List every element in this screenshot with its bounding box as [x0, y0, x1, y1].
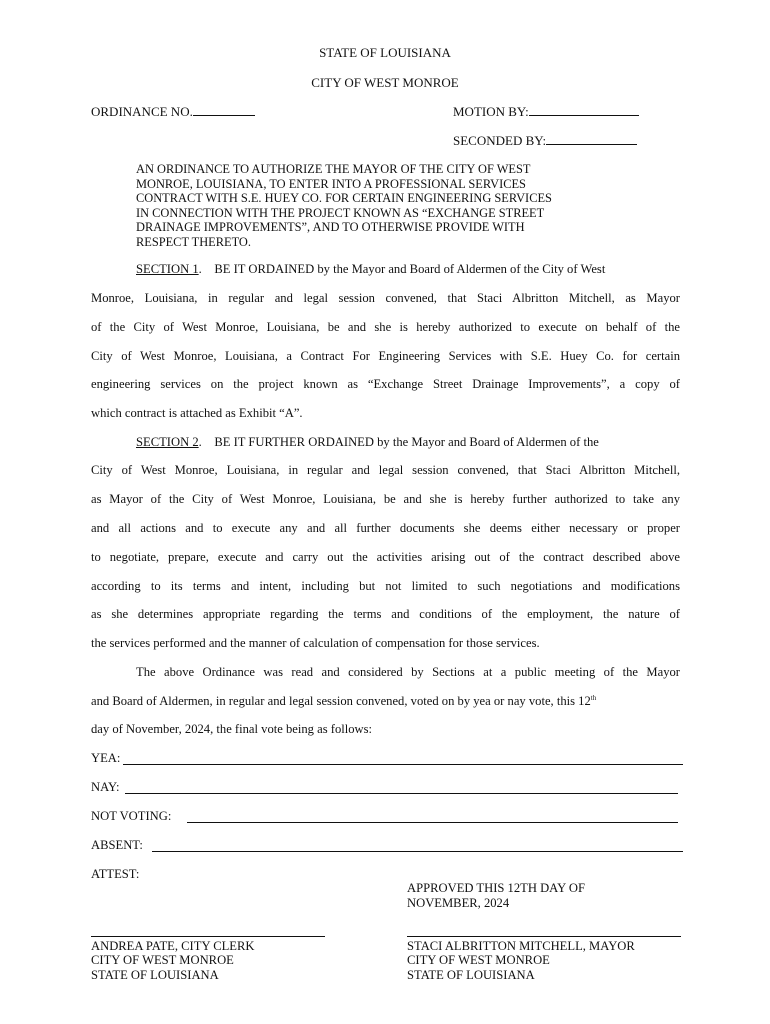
- section2-line: and all actions and to execute any and all further documents she deems either necessary or proper: [91, 521, 680, 535]
- title-line: AN ORDINANCE TO AUTHORIZE THE MAYOR OF THE CITY OF WEST: [136, 162, 531, 176]
- section1-first-line-text: BE IT ORDAINED by the Mayor and Board of Aldermen of the City of West: [214, 262, 606, 276]
- motion-by-blank: [529, 114, 639, 116]
- closing-line-text: and Board of Aldermen, in regular and legal session convened, voted on by yea or nay vote, this 12: [91, 694, 591, 708]
- section2-first-line: SECTION 2. BE IT FURTHER ORDAINED by the Mayor and Board of Aldermen of the: [136, 435, 599, 449]
- ordinal-suffix: th: [590, 693, 597, 702]
- closing-line: day of November, 2024, the final vote being as follows:: [91, 722, 373, 736]
- section2-last-line: the services performed and the manner of calculation of compensation for those services.: [91, 636, 540, 650]
- nay-blank: [125, 793, 678, 794]
- section1-line: engineering services on the project known as “Exchange Street Drainage Improvements”, a copy of: [91, 377, 680, 391]
- mayor-state: STATE OF LOUISIANA: [407, 967, 535, 982]
- title-line: IN CONNECTION WITH THE PROJECT KNOWN AS “EXCHANGE STREET: [136, 205, 545, 220]
- seconded-by-field: [453, 133, 637, 149]
- section2-first-line-text: BE IT FURTHER ORDAINED by the Mayor and Board of Aldermen of the: [214, 435, 599, 449]
- section2-heading: SECTION 2: [136, 435, 199, 449]
- attest-label: ATTEST:: [91, 867, 140, 881]
- clerk-signature-line: [91, 936, 325, 937]
- section1-line: City of West Monroe, Louisiana, a Contract For Engineering Services with S.E. Huey Co. for certain: [91, 349, 680, 363]
- clerk-state: STATE OF LOUISIANA: [91, 967, 219, 982]
- title-line: DRAINAGE IMPROVEMENTS”, AND TO OTHERWISE PROVIDE WITH: [136, 220, 525, 235]
- section1-line: Monroe, Louisiana, in regular and legal session convened, that Staci Albritton Mitchell, as Mayor: [91, 291, 680, 305]
- clerk-signature-block: [91, 939, 255, 982]
- ordinance-title: [136, 162, 633, 250]
- ordinance-no-label: ORDINANCE NO.: [91, 104, 193, 119]
- section1-heading: SECTION 1: [136, 262, 199, 276]
- section2-line: City of West Monroe, Louisiana, in regular and legal session convened, that Staci Albritton Mitchell,: [91, 463, 680, 477]
- motion-by-label: MOTION BY:: [453, 104, 529, 119]
- closing-line-date: [91, 694, 680, 709]
- title-line: MONROE, LOUISIANA, TO ENTER INTO A PROFESSIONAL SERVICES: [136, 176, 526, 191]
- absent-blank: [152, 851, 683, 852]
- nay-label: NAY:: [91, 780, 120, 794]
- clerk-city: CITY OF WEST MONROE: [91, 953, 234, 968]
- yea-label: YEA:: [91, 751, 121, 765]
- approved-line: APPROVED THIS 12TH DAY OF: [407, 881, 585, 895]
- mayor-signature-block: [407, 939, 635, 982]
- seconded-by-blank: [546, 143, 637, 145]
- not-voting-label: NOT VOTING:: [91, 809, 172, 823]
- approved-block: [407, 881, 585, 911]
- section2-line: as she determines appropriate regarding the terms and conditions of the employment, the nature of: [91, 607, 680, 621]
- section2-line: to negotiate, prepare, execute and carry out the activities arising out of the contract described above: [91, 550, 680, 564]
- mayor-city: CITY OF WEST MONROE: [407, 953, 550, 968]
- section2-line: as Mayor of the City of West Monroe, Louisiana, be and she is hereby further authorized to take any: [91, 492, 680, 506]
- mayor-name: STACI ALBRITTON MITCHELL, MAYOR: [407, 939, 635, 953]
- section1-line: of the City of West Monroe, Louisiana, be and she is hereby authorized to execute on behalf of the: [91, 320, 680, 334]
- section1-last-line: which contract is attached as Exhibit “A”.: [91, 406, 303, 420]
- title-line: CONTRACT WITH S.E. HUEY CO. FOR CERTAIN ENGINEERING SERVICES: [136, 191, 552, 206]
- city-heading: CITY OF WEST MONROE: [311, 75, 459, 90]
- state-heading: STATE OF LOUISIANA: [319, 45, 451, 60]
- title-line: RESPECT THERETO.: [136, 234, 251, 249]
- mayor-signature-line: [407, 936, 681, 937]
- absent-label: ABSENT:: [91, 838, 143, 852]
- ordinance-no-blank: [193, 114, 255, 116]
- yea-blank: [123, 764, 683, 765]
- not-voting-blank: [187, 822, 678, 823]
- section2-line: according to its terms and intent, including but not limited to such negotiations and modifications: [91, 579, 680, 593]
- section1-first-line: SECTION 1. BE IT ORDAINED by the Mayor and Board of Aldermen of the City of West: [136, 262, 606, 276]
- motion-by-field: [453, 104, 639, 120]
- clerk-name: ANDREA PATE, CITY CLERK: [91, 939, 255, 953]
- closing-line: The above Ordinance was read and considered by Sections at a public meeting of the Mayor: [136, 665, 680, 679]
- ordinance-no-field: [91, 104, 255, 120]
- approved-line: NOVEMBER, 2024: [407, 896, 510, 910]
- seconded-by-label: SECONDED BY:: [453, 133, 547, 148]
